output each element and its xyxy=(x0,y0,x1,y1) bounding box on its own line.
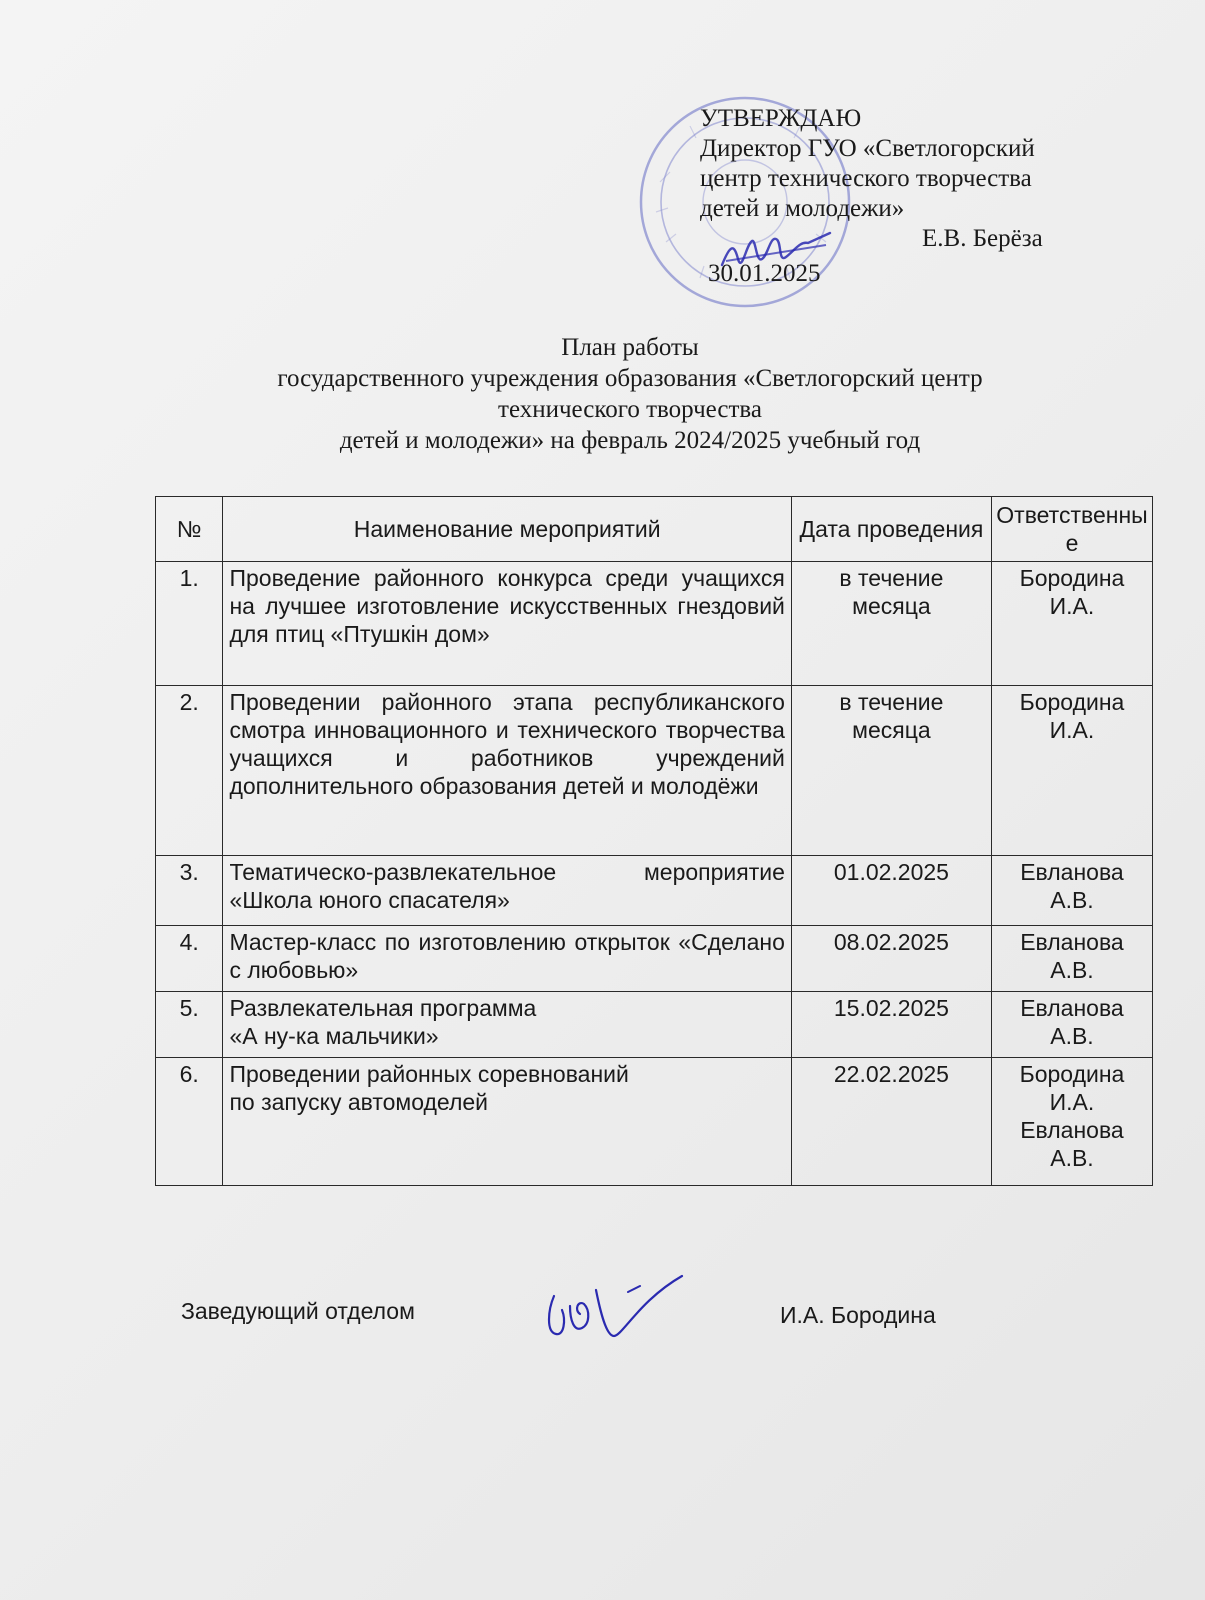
director-name: Е.В. Берёза xyxy=(922,225,1043,252)
table-row xyxy=(156,1058,1153,1186)
header-responsible: Ответственные xyxy=(991,497,1152,562)
row-name: Проведении районного этапа республиканского смотра инновационного и технического творчества учащихся и работников учреждений дополнительного образования детей и молодёжи xyxy=(223,686,791,856)
header-num: № xyxy=(156,497,223,562)
approval-heading: УТВЕРЖДАЮ xyxy=(700,105,862,132)
row-num: 2. xyxy=(156,686,223,856)
table-row xyxy=(156,856,1153,926)
row-name-line: Проведении районных соревнований xyxy=(229,1061,629,1087)
plan-table xyxy=(155,496,1153,1186)
table-row xyxy=(156,926,1153,992)
row-date: 01.02.2025 xyxy=(791,856,991,926)
row-responsible: Евланова А.В. xyxy=(991,926,1152,992)
row-num: 3. xyxy=(156,856,223,926)
approval-position-line-1: Директор ГУО «Светлогорский xyxy=(700,135,1035,162)
row-name-line: «А ну-ка мальчики» xyxy=(229,1023,439,1049)
row-num: 5. xyxy=(156,992,223,1058)
footer-role: Заведующий отделом xyxy=(181,1298,415,1324)
row-name-line: по запуску автомоделей xyxy=(229,1089,489,1115)
footer-name: И.А. Бородина xyxy=(780,1302,936,1328)
row-num: 6. xyxy=(156,1058,223,1186)
row-name xyxy=(223,992,791,1058)
table-header-row xyxy=(156,497,1153,562)
row-responsible: Бородина И.А. Евланова А.В. xyxy=(991,1058,1152,1186)
row-responsible: Бородина И.А. xyxy=(991,562,1152,686)
approval-position-line-2: центр технического творчества xyxy=(700,165,1032,192)
row-responsible: Евланова А.В. xyxy=(991,992,1152,1058)
document-title xyxy=(150,332,1110,456)
row-date: 15.02.2025 xyxy=(791,992,991,1058)
row-name xyxy=(223,1058,791,1186)
title-line-3: технического творчества xyxy=(498,396,762,423)
table-row xyxy=(156,562,1153,686)
row-date: 08.02.2025 xyxy=(791,926,991,992)
approval-block xyxy=(700,104,1120,287)
director-signature xyxy=(716,215,836,285)
row-responsible: Бородина И.А. xyxy=(991,686,1152,856)
row-num: 4. xyxy=(156,926,223,992)
approval-date: 30.01.2025 xyxy=(708,260,821,287)
title-line-4: детей и молодежи» на февраль 2024/2025 учебный год xyxy=(339,427,921,454)
row-num: 1. xyxy=(156,562,223,686)
row-date: 22.02.2025 xyxy=(791,1058,991,1186)
title-line-2: государственного учреждения образования «Светлогорский центр xyxy=(277,365,983,392)
row-name-line: Развлекательная программа xyxy=(229,995,537,1021)
table-row xyxy=(156,992,1153,1058)
row-responsible: Евланова А.В. xyxy=(991,856,1152,926)
row-name: Проведение районного конкурса среди учащихся на лучшее изготовление искусственных гнездовий для птиц «Птушкін дом» xyxy=(223,562,791,686)
row-date: в течение месяца xyxy=(791,686,991,856)
title-line-1: План работы xyxy=(561,334,699,361)
row-name: Тематическо-развлекательное мероприятие «Школа юного спасателя» xyxy=(223,856,791,926)
table-row xyxy=(156,686,1153,856)
header-date: Дата проведения xyxy=(791,497,991,562)
row-date: в течение месяца xyxy=(791,562,991,686)
row-name: Мастер-класс по изготовлению открыток «Сделано с любовью» xyxy=(223,926,791,992)
approval-position-line-3: детей и молодежи» xyxy=(700,195,905,222)
header-name: Наименование мероприятий xyxy=(223,497,791,562)
head-signature xyxy=(540,1270,690,1350)
